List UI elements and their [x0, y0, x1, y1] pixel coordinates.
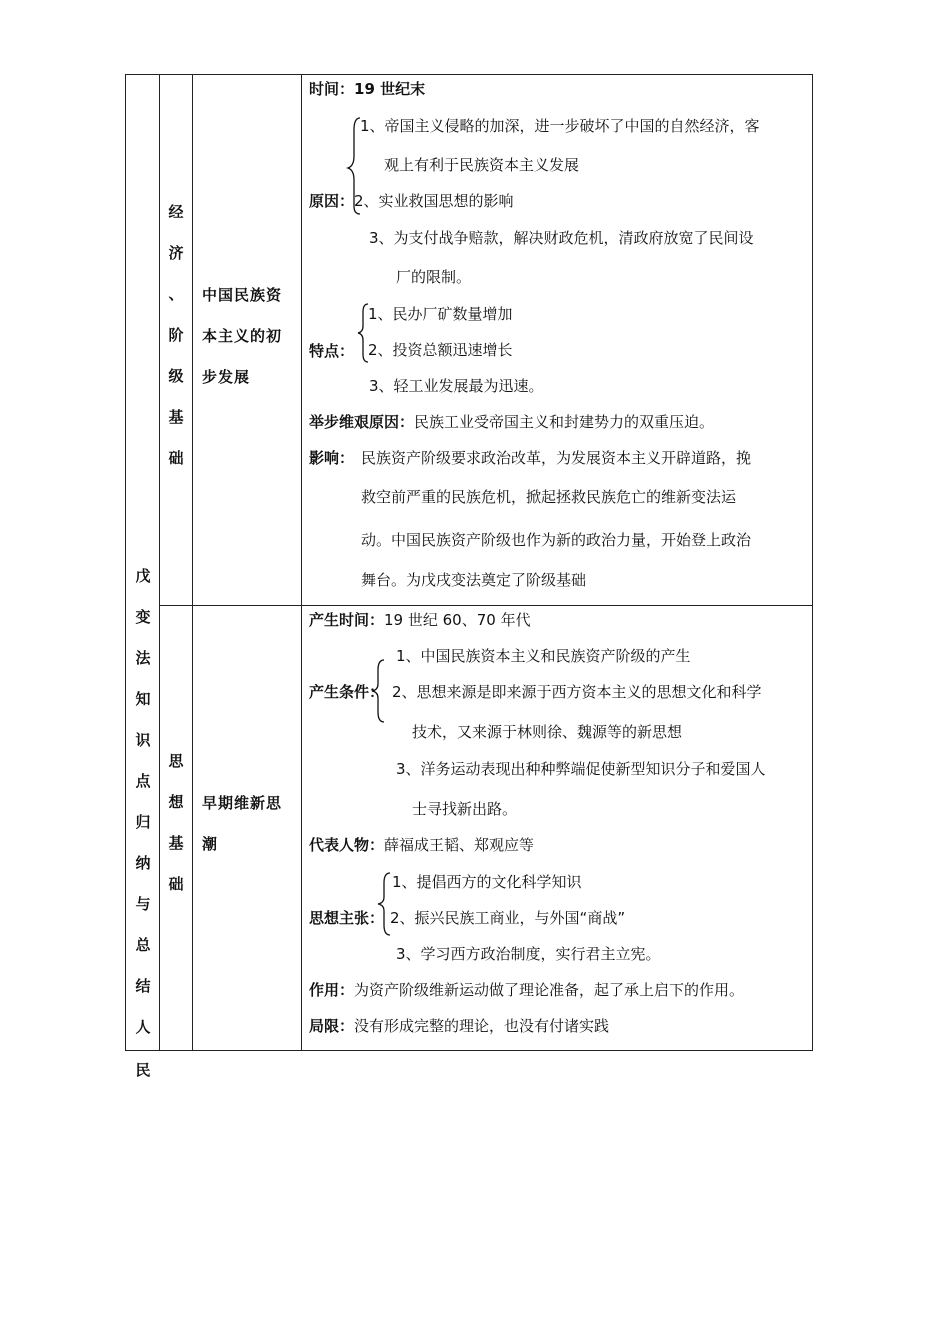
category-char: 阶	[168, 326, 184, 344]
vertical-title-char: 变	[135, 608, 151, 626]
vertical-title-char: 知	[135, 690, 151, 708]
role-value: 为资产阶级维新运动做了理论准备，起了承上启下的作用。	[354, 981, 745, 999]
condition-item1: 1、中国民族资本主义和民族资产阶级的产生	[396, 647, 691, 665]
vertical-title-char: 民	[135, 1061, 151, 1079]
feature-item2: 2、投资总额迅速增长	[368, 341, 513, 359]
impact-line: 民族资产阶级要求政治改革，为发展资本主义开辟道路，挽	[361, 449, 752, 467]
condition-label: 产生条件：	[309, 683, 385, 701]
feature-item3: 3、轻工业发展最为迅速。	[369, 377, 544, 395]
vertical-title-char: 点	[135, 772, 151, 790]
limit-label: 局限：	[309, 1017, 355, 1035]
limit-line	[309, 1016, 609, 1036]
condition-item2-line2: 技术，又来源于林则徐、魏源等的新思想	[412, 723, 683, 741]
impact-line: 舞台。为戊戌变法奠定了阶级基础	[361, 571, 587, 589]
table-border-col4	[301, 74, 302, 1051]
origin-time-line	[309, 610, 531, 630]
category-char: 级	[168, 367, 184, 385]
vertical-title-char: 结	[135, 977, 151, 995]
time-label: 时间：	[309, 80, 355, 98]
table-border-col2	[159, 74, 160, 1051]
role-label: 作用：	[309, 981, 355, 999]
feature-label: 特点：	[309, 342, 355, 360]
limit-value: 没有形成完整的理论，也没有付诸实践	[354, 1017, 610, 1035]
topic-line: 潮	[202, 835, 219, 853]
reason-label: 原因：	[309, 192, 355, 210]
representative-value: 薛福成王韬、郑观应等	[384, 836, 535, 854]
representative-line	[309, 835, 534, 855]
category-char: 基	[168, 408, 184, 426]
impact-line: 救空前严重的民族危机，掀起拯救民族危亡的维新变法运	[361, 488, 737, 506]
reason-item1-line2: 观上有利于民族资本主义发展	[384, 156, 580, 174]
impact-line: 动。中国民族资产阶级也作为新的政治力量，开始登上政治	[361, 531, 752, 549]
reason-item1-line1: 1、帝国主义侵略的加深，进一步破坏了中国的自然经济，客	[360, 117, 760, 135]
table-border-top	[125, 74, 813, 75]
idea-label: 思想主张：	[309, 909, 385, 927]
vertical-title-char: 归	[135, 813, 151, 831]
category-char: 、	[168, 285, 184, 303]
time-value: 19 世纪末	[354, 80, 426, 98]
reason-item2: 2、实业救国思想的影响	[354, 192, 514, 210]
category-char: 础	[168, 449, 184, 467]
table-row-divider	[159, 605, 813, 606]
representative-label: 代表人物：	[309, 836, 385, 854]
idea-item2: 2、振兴民族工商业，与外国“商战”	[390, 909, 626, 927]
origin-time-value: 19 世纪 60、70 年代	[384, 611, 531, 629]
idea-item1: 1、提倡西方的文化科学知识	[392, 873, 582, 891]
reason-item3-line2: 厂的限制。	[396, 268, 472, 286]
category-char: 础	[168, 875, 184, 893]
table-border-col3	[192, 74, 193, 1051]
reason-line	[309, 191, 514, 211]
difficulty-line	[309, 412, 714, 432]
vertical-title-char: 总	[135, 936, 151, 954]
difficulty-label: 举步维艰原因：	[309, 413, 415, 431]
role-line	[309, 980, 744, 1000]
table-border-right	[812, 74, 813, 1051]
topic-line: 本主义的初	[202, 327, 283, 345]
condition-item2-line1: 2、思想来源是即来源于西方资本主义的思想文化和科学	[392, 683, 762, 701]
category-char: 经	[168, 203, 184, 221]
vertical-title-char: 人	[135, 1018, 151, 1036]
condition-item3-line1: 3、洋务运动表现出种种弊端促使新型知识分子和爱国人	[396, 760, 766, 778]
category-char: 想	[168, 793, 184, 811]
category-char: 思	[168, 752, 184, 770]
category-char: 基	[168, 834, 184, 852]
vertical-title-char: 法	[135, 649, 151, 667]
idea-item3: 3、学习西方政治制度，实行君主立宪。	[396, 945, 661, 963]
vertical-title-char: 纳	[135, 854, 151, 872]
category-char: 济	[168, 244, 184, 262]
reason-item3-line1: 3、为支付战争赔款，解决财政危机，清政府放宽了民间设	[369, 229, 754, 247]
table-border-bottom	[125, 1050, 813, 1051]
time-line	[309, 79, 425, 99]
vertical-title-char: 戊	[135, 567, 151, 585]
difficulty-value: 民族工业受帝国主义和封建势力的双重压迫。	[414, 413, 715, 431]
vertical-title-char: 识	[135, 731, 151, 749]
topic-line: 中国民族资	[202, 286, 283, 304]
vertical-title-char: 与	[135, 895, 151, 913]
topic-line: 步发展	[202, 368, 251, 386]
impact-label: 影响：	[309, 449, 355, 467]
origin-time-label: 产生时间：	[309, 611, 385, 629]
table-border-left	[125, 74, 126, 1051]
condition-item3-line2: 士寻找新出路。	[412, 800, 518, 818]
topic-line: 早期维新思	[202, 794, 283, 812]
feature-item1: 1、民办厂矿数量增加	[368, 305, 513, 323]
